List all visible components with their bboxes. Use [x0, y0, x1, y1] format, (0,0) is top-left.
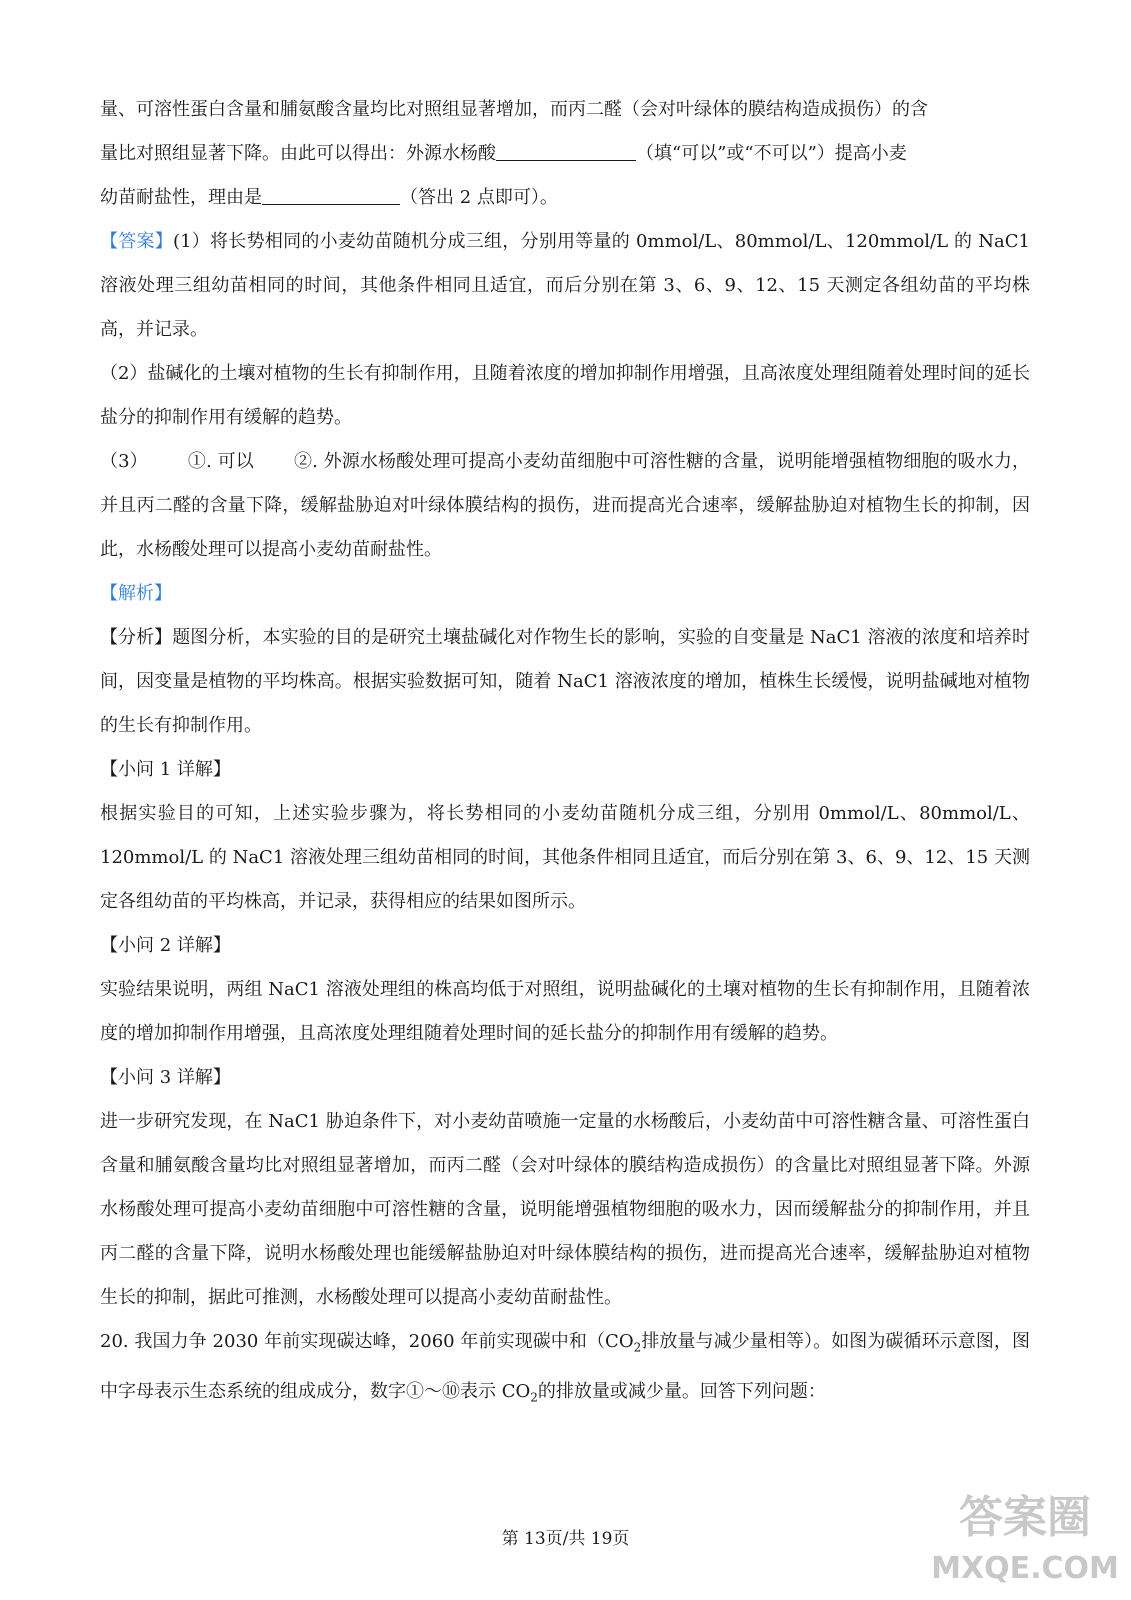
watermark-logo [930, 1470, 1120, 1595]
subquestion-2-title [100, 924, 1030, 968]
subquestion-2-body [100, 968, 1030, 1056]
text-line [100, 132, 1030, 176]
subscript: 2 [530, 1390, 538, 1405]
question-20 [100, 1320, 1030, 1419]
answer-text: （2）盐碱化的土壤对植物的生长有抑制作用，且随着浓度的增加抑制作用增强，且高浓度处理组随着处理时间的延长盐分的抑制作用有缓解的趋势。 [100, 363, 1030, 428]
subquestion-text: 进一步研究发现，在 NaC1 胁迫条件下，对小麦幼苗喷施一定量的水杨酸后，小麦幼苗中可溶性糖含量、可溶性蛋白含量和脯氨酸含量均比对照组显著增加，而丙二醛（会对叶绿体的膜结构造成损伤）的含量比对照组显著下降。外源水杨酸处理可提高小麦幼苗细胞中可溶性糖的含量，说明能增强植物细胞的吸水力，因而缓解盐分的抑制作用，并且丙二醛的含量下降，说明水杨酸处理也能缓解盐胁迫对叶绿体膜结构的损伤，进而提高光合速率，缓解盐胁迫对植物生长的抑制，据此可推测，水杨酸处理可以提高小麦幼苗耐盐性。 [100, 1111, 1030, 1308]
subscript: 2 [633, 1340, 642, 1355]
question-text: 20. 我国力争 2030 年前实现碳达峰，2060 年前实现碳中和（CO [100, 1331, 634, 1352]
subquestion-1-title [100, 748, 1030, 792]
subquestion-1-body [100, 792, 1030, 924]
fill-in-blank[interactable] [496, 138, 636, 161]
subquestion-title: 【小问 1 详解】 [100, 759, 231, 780]
subquestion-text: 实验结果说明，两组 NaC1 溶液处理组的株高均低于对照组，说明盐碱化的土壤对植物的生长有抑制作用，且随着浓度的增加抑制作用增强，且高浓度处理组随着处理时间的延长盐分的抑制作用有缓解的趋势。 [100, 979, 1030, 1044]
page-content [100, 88, 1030, 1419]
answer-number: （3） [100, 451, 148, 472]
line-text: 量、可溶性蛋白含量和脯氨酸含量均比对照组显著增加，而丙二醛（会对叶绿体的膜结构造成损伤）的含 [100, 99, 928, 120]
answer-text: ②. 外源水杨酸处理可提高小麦幼苗细胞中可溶性糖的含量，说明能增强植物细胞的吸水力，并且丙二醛的含量下降，缓解盐胁迫对叶绿体膜结构的损伤，进而提高光合速率，缓解盐胁迫对植物生长的抑制，因此，水杨酸处理可以提高小麦幼苗耐盐性。 [100, 451, 1031, 560]
answer-label: 【答案】 [100, 231, 174, 252]
subquestion-text: 根据实验目的可知，上述实验步骤为，将长势相同的小麦幼苗随机分成三组，分别用 0mmol/L、80mmol/L、120mmol/L 的 NaC1 溶液处理三组幼苗相同的时间，其他条件相同且适宜，而后分别在第 3、6、9、12、15 天测定各组幼苗的平均株高，并记录，获得相应的结果如图所示。 [100, 803, 1030, 912]
text-line [100, 176, 1030, 220]
subquestion-title: 【小问 3 详解】 [100, 1067, 231, 1088]
analysis-label: 【解析】 [100, 583, 172, 604]
analysis-heading [100, 572, 1030, 616]
answer-text: (1）将长势相同的小麦幼苗随机分成三组，分别用等量的 0mmol/L、80mmol/L、120mmol/L 的 NaC1 溶液处理三组幼苗相同的时间，其他条件相同且适宜，而后分别在第 3、6、9、12、15 天测定各组幼苗的平均株高，并记录。 [100, 231, 1030, 340]
line-text: （填“可以”或“不可以”）提高小麦 [636, 143, 907, 164]
watermark-bottom: MXQE.COM [931, 1551, 1119, 1586]
answer-paragraph-1 [100, 220, 1030, 352]
answer-option: ①. 可以 [187, 451, 254, 472]
line-text: 幼苗耐盐性，理由是 [100, 187, 262, 208]
answer-paragraph-3 [100, 440, 1030, 572]
analysis-text: 【分析】题图分析，本实验的目的是研究土壤盐碱化对作物生长的影响，实验的自变量是 NaC1 溶液的浓度和培养时间，因变量是植物的平均株高。根据实验数据可知，随着 NaC1 溶液浓度的增加，植株生长缓慢，说明盐碱地对植物的生长有抑制作用。 [100, 627, 1030, 736]
page-footer: 第 13页/共 19页 [501, 1529, 630, 1549]
subquestion-title: 【小问 2 详解】 [100, 935, 231, 956]
subquestion-3-body [100, 1100, 1030, 1320]
line-text: 量比对照组显著下降。由此可以得出：外源水杨酸 [100, 143, 496, 164]
line-text: （答出 2 点即可）。 [400, 187, 558, 208]
question-text: 的排放量或减少量。回答下列问题： [537, 1380, 826, 1402]
answer-paragraph-2 [100, 352, 1030, 440]
subquestion-3-title [100, 1056, 1030, 1100]
text-line [100, 88, 1030, 132]
fill-in-blank[interactable] [262, 182, 400, 205]
analysis-paragraph [100, 616, 1030, 748]
watermark-top: 答案圈 [959, 1492, 1091, 1543]
question-text: 排放量与减少量相等）。如图为碳循环示意图，图中字母表示生态系统的组成成分，数字①～⑩表示 CO [100, 1331, 1030, 1402]
